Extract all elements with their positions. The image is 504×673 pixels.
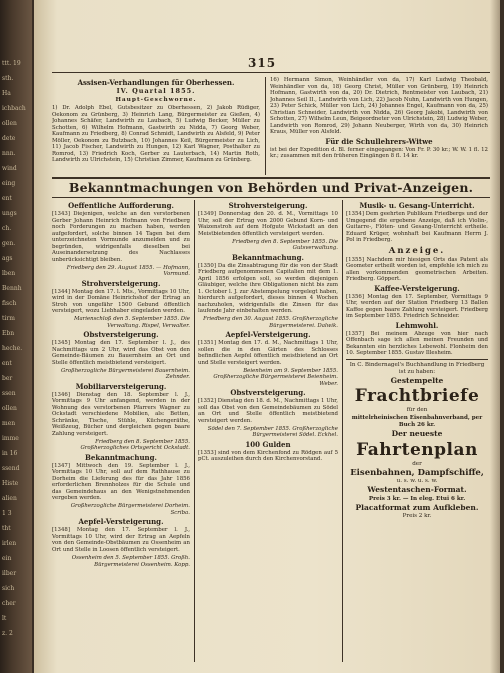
announcement-text: [1350] Da die Zinsabtragung für die von der Stadt Friedberg aufgenommenen Capitalien mit dem 1. April 1856 erfolgen soll, so werden diejenigen Gläubiger, welche ihre Obligationen nicht bis zum 1. October l. J. zur Abstempelung vorgelegt haben, hierdurch aufgefordert, dieses binnen 4 Wochen nachzuholen, widrigenfalls die Zinsen für das laufende Jahr einbehalten werden. [198,262,338,315]
gutter-text-fragment: wind [2,165,17,172]
column-divider-1 [194,200,195,662]
gutter-text-fragment: cher [2,600,16,607]
gutter-text-fragment: tirm [2,315,15,322]
newspaper-page [34,0,500,673]
gutter-text-fragment: gen. [2,240,16,247]
announcement-heading: Mobiliarversteigerung. [75,381,167,391]
announcement-text: [1343] Diejenigen, welche an den verstorbenen Gerber Johann Heinrich Hofmann von Friedberg noch Forderungen zu machen haben, werden aufgefordert, solche binnen 14 Tagen bei dem unterzeichneten Vormunde anzumelden und zu begründen, widrigenfalls dieselben bei Auseinandersetzung des Nachlasses unberücksichtigt bleiben. [52,211,190,263]
announcements-column-3 [346,200,488,665]
gutter-text-fragment: ollen [2,120,17,127]
announcement-heading: Obstversteigerung. [230,388,306,398]
gutter-text-fragment: 1 3 [2,510,12,517]
announcement-signature: Großherzogliche Bürgermeisterei Dorheim. Scriba. [70,503,190,516]
haupt-geschworne-heading: Haupt-Geschworne. [115,96,197,103]
announcement-heading: Oeffentliche Aufforderung. [68,201,174,210]
bekanntmachungen-banner: Bekanntmachungen von Behörden und Privat-Anzeigen. [68,180,474,195]
musik-heading: Musik- u. Gesang-Unterricht. [359,201,475,210]
gutter-text-fragment: ilber [2,570,17,577]
gutter-text-fragment: imme [2,435,19,442]
gutter-text-fragment: men [2,420,16,427]
gutter-text-fragment: Ha [2,90,11,97]
geschworne-list-part1: 1) Dr. Adolph Ebel, Gutsbesitzer zu Oberhessen, 2) Jakob Rüdiger, Oekonom zu Grünberg, 3) Heinrich Lang, Bürgermeister zu Gießen, 4) Johannes Schäfer, Landwirth zu Laubach, 5) Ludwig Becker, Müller zu Schotten, 6) Wilhelm Hofmann, Gastwirth zu Nidda, 7) Georg Weber, Kaufmann zu Friedberg, 8) Conrad Schmidt, Landwirth zu Alsfeld, 9) Peter Möller, Oekonom zu Butzbach, 10) Johannes Keil, Bürgermeister zu Lich, 11) Jacob Fischer, Landwirth zu Hungen, 12) Karl Wagner, Posthalter zu Romrod, 13) Friedrich Koch, Gerber zu Lauterbach, 14) Martin Roth, Landwirth zu Ulrichstein, 15) Christian Zimmer, Kaufmann zu Grünberg. [52,105,260,163]
gutter-text-fragment: dete [2,135,16,142]
lebewohl-heading: Lehmwohl. [395,320,439,330]
gutter-text-fragment: ssen [2,390,16,397]
announcement-text: [1344] Montag den 17. l. Mts., Vormittags 10 Uhr, wird in der Domäne Heinrichshof der Ertrag an Stroh von ungefähr 1500 Gebund öffentlich versteigert, wozu Liebhaber eingeladen werden. [52,288,190,315]
gutter-text-fragment: fisch [2,300,17,307]
gutter-text-fragment: heche. [2,345,23,352]
gutter-text-fragment: ch. [2,225,12,232]
gutter-text-fragment: z. 2 [2,630,13,637]
announcement-signature: Ossenheim den 5. September 1855. Großh. Bürgermeisterei Ossenheim. Kopp. [71,555,190,568]
advert-placatformat: Placatformat zum Aufkleben. [355,502,479,512]
gutter-text-fragment: lt [2,615,7,622]
gutter-text-fragment: nnn. [2,150,16,157]
announcement-text: [1345] Montag den 17. September l. J., des Nachmittags um 2 Uhr, wird das Obst von den Gemeinde-Bäumen zu Bauernheim an Ort und Stelle öffentlich meistbietend versteigert. [52,340,190,366]
announcements-column-1 [52,200,190,662]
announcement-text: [1351] Montag den 17. d. M., Nachmittags 1 Uhr, sollen die in den Gärten des Schlosses befindlichen Aepfel öffentlich meistbietend an Ort und Stelle versteigert werden. [198,340,338,366]
kaffee-heading: Kaffee-Versteigerung. [374,283,460,293]
advert-preis: Preis 3 kr. — In eleg. Etui 6 kr. [368,495,466,502]
geschworne-continued [270,77,488,175]
header-rule [52,72,490,73]
geschworne-list-part2: 16) Hermann Simon, Weinhändler von da, 17) Karl Ludwig Theobald, Weinhändler von da, 18) Georg Christ, Müller von Grünberg, 19) Heinrich Hofmann, Gastwirth von da, 20) Dr. Dietrich, Rentmeister von Laubach, 21) Johannes Seil II., Landwirth von Lich, 22) Jacob Nuhn, Landwirth von Hungen, 23) Peter Schick, Müller von Lich, 24) Johannes Engel, Kaufmann von da, 25) Christian Schneider, Landwirth von Nidda, 26) Georg Jakobi, Landwirth von Schotten, 27) Wilhelm Leun, Beigeordneter von Ulrichstein, 28) Ludwig Weber, Landwirth von Romrod, 29) Johann Neuberger, Wirth von da, 30) Heinrich Kraus, Müller von Alsfeld. [270,77,488,135]
advert-gestempelte: Gestempelte [390,375,444,385]
advert-der: der [412,460,422,467]
advert-frachtbriefe: Frachtbriefe [354,386,480,406]
gutter-text-fragment: in 16 [2,450,18,457]
page-number: 315 [248,56,277,70]
gutter-text-fragment: sth. [2,75,14,82]
gutter-text-fragment: ber [2,375,13,382]
page-edge-shadow [490,0,500,673]
gutter-text-fragment: sich [2,585,15,592]
announcement-text: [1346] Dienstag den 18. September l. J., Vormittags 9 Uhr anfangend, werden in der Wohnung des verstorbenen Pfarrers Wagner zu Ockstadt verschiedene Mobilien, als: Betten, Schränke, Tische, Stühle, Küchengeräthe, Weißzeug, Bücher und dergleichen gegen baare Zahlung versteigert. [52,391,190,437]
gutter-text-fragment: alien [2,495,17,502]
anzeige-heading: Anzeige. [388,245,446,256]
announcement-heading: Bekanntmachung. [85,452,157,462]
gutter-text-fragment: Ebn [2,330,15,337]
announcement-heading: Strohversteigerung. [81,278,161,288]
announcement-signature: Marienschloß den 5. September 1855. Die Verwaltung. Rispel, Verwalter. [73,316,190,329]
assisen-quarter: IV. Quartal 1855. [116,87,196,95]
column-divider-2 [342,200,343,662]
banner-bottom-rule [52,197,490,198]
announcement-text: [1353] sind von dem Kirchenfond zu Rödgen auf 5 pCt. auszuleihen durch den Kirchenvorstand. [198,449,338,463]
announcements-column-2 [198,200,338,662]
upper-column-divider [265,77,266,175]
announcement-heading: 100 Gulden [245,439,291,449]
anzeige-text: [1355] Nachdem mir hiesigen Orts das Patent als Geometer ertheilt worden ist, empfehle ich mich zu allen vorkommenden geometrischen Arbeiten. Friedberg. Göppert. [346,256,488,282]
advert-westentaschen: Westentaschen-Format. [367,485,467,494]
gutter-text-fragment: ent [2,360,12,367]
announcement-heading: Obstversteigerung. [83,330,159,340]
lebewohl-text: [1357] Bei meinem Abzuge von hier nach Offenbach sage ich allen meinen Freunden und Bekannten ein herzliches Lebewohl. Flonheim den 10. September 1855. Gustav Illesheim. [346,330,488,356]
announcement-heading: Aepfel-Versteigerung. [225,330,311,340]
announcement-signature: Friedberg den 29. August 1855. — Hofmann, Vormund. [66,264,190,278]
gutter-text-fragment: tht [2,525,11,532]
announcement-signature: Beienheim am 9. September 1855. Großherzogliche Bürgermeisterei Beienheim. Weber. [213,367,338,387]
gutter-text-fragment: ungs [2,210,17,217]
announcement-signature: Friedberg den 8. September 1855. Die Gutsverwaltung. [232,238,338,252]
gutter-text-fragment: Bennh [2,285,22,292]
announcement-signature: Friedberg den 8. September 1855. Großherzogliches Ortsgericht Ockstadt. [80,438,190,452]
advert-placat-preis: Preis 2 kr. [402,513,432,519]
advert-fahrtenplan: Fahrtenplan [356,439,478,460]
gutter-text-fragment: irlen [2,540,17,547]
announcement-heading: Strohversteigerung. [228,201,308,210]
gutter-text-fragment: ags [2,255,13,262]
gutter-text-fragment: ent [2,195,12,202]
advert-der-neueste: Der neueste [391,429,443,438]
announcement-signature: Großherzogliche Bürgermeisterei Bauernheim. Zehnder. [60,367,190,381]
announcement-text: [1348] Montag den 17. September l. J., Vormittags 10 Uhr, wird der Ertrag an Aepfeln von den Gemeinde-Obstbäumen zu Ossenheim an Ort und Stelle in Loosen öffentlich versteigert. [52,527,190,553]
kaffee-text: [1356] Montag den 17. September, Vormittags 9 Uhr, werden auf der Station Friedberg 13 Ballen Kaffee gegen baare Zahlung versteigert. Friedberg im September 1855. Friedrich Schneider. [346,293,488,319]
assisen-title: Assisen-Verhandlungen für Oberhessen. [77,78,235,87]
announcement-heading: Bekanntmachung. [232,252,304,262]
announcement-heading: Aepfel-Versteigerung. [78,517,164,527]
advert-fuer-den: für den [406,407,428,413]
announcement-signature: Södel den 7. September 1855. Großherzogliche Bürgermeisterei Södel. Eckhel. [207,425,338,439]
gutter-text-fragment: Histe [2,480,19,487]
adjacent-page-gutter [0,0,32,673]
gutter-text-fragment: eing [2,180,16,187]
announcement-text: [1347] Mittwoch den 19. September l. J., Vormittags 10 Uhr, soll auf dem Rathhause zu Dorheim die Lieferung des für das Jahr 1856 erforderlichen Brennholzes für die Schule und das Gemeindehaus an den Wenigstnehmenden vergeben werden. [52,462,190,502]
advert-usw: u. s. w. u. s. w. [396,478,438,484]
schullehrer-witwe-text: ist bei der Expedition d. Bl. ferner eingegangen: Von Fr. P. 30 kr.; W. W. 1 fl. 12 kr.; zusammen mit den früheren Eingängen 8 fl. 14 kr. [270,146,488,159]
announcement-text: [1352] Dienstag den 18. d. M., Nachmittags 1 Uhr, soll das Obst von den Gemeindebäumen zu Södel an Ort und Stelle öffentlich meistbietend versteigert werden. [198,398,338,424]
advert-intro: In C. Bindernagel's Buchhandlung in Friedberg ist zu haben: [349,361,485,375]
announcement-text: [1349] Donnerstag den 20. d. M., Vormittags 10 Uhr, soll der Ertrag von 2000 Gebund Korn- und Waizenstroh auf dem Hofgute Wickstadt an den Meistbietenden öffentlich versteigert werden. [198,211,338,237]
gutter-text-fragment: ttt. 19 [2,60,21,67]
gutter-text-fragment: ein [2,555,12,562]
gutter-text-fragment: ssend [2,465,20,472]
musik-text: [1354] Dem geehrten Publikum Friedbergs und der Umgegend die ergebene Anzeige, daß ich Violin-, Guitarre-, Flöten- und Gesang-Unterricht ertheile. Eduard Krüger, wohnhaft bei Kaufmann Herrn J. Pol in Friedberg. [346,211,488,243]
assisen-section [52,77,260,175]
banner-top-rule [52,177,490,179]
schullehrer-witwe-heading: Für die Schullehrers-Witwe [325,136,433,146]
gutter-text-fragment: ichbach [2,105,26,112]
gutter-text-fragment: ollen [2,405,17,412]
advert-rule [346,359,488,360]
advert-verband: mittelrheinischen Eisenbahnverband, per Buch 26 kr. [351,415,483,428]
announcement-signature: Friedberg den 30. August 1855. Großherzogliche Bürgermeisterei. Dalwik. [203,316,338,329]
advert-eisenbahnen: Eisenbahnen, Dampfschiffe, [350,467,484,478]
gutter-text-fragment: lben [2,270,16,277]
